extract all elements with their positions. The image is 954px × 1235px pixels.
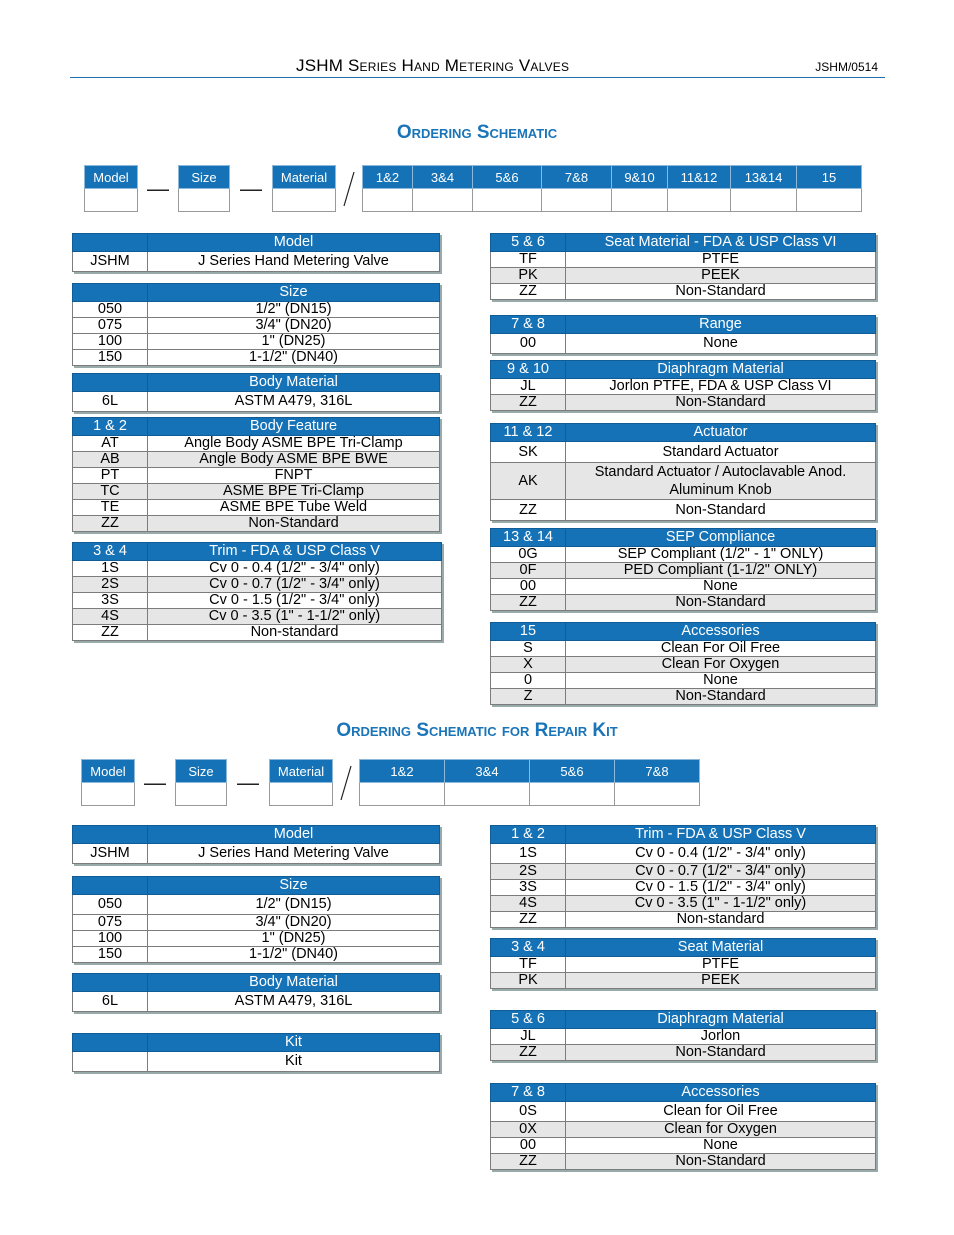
table-title: Body Feature bbox=[148, 418, 440, 436]
repair-kit-schematic-title: Ordering Schematic for Repair Kit bbox=[336, 720, 618, 741]
table-row bbox=[491, 442, 876, 463]
option-code: 00 bbox=[491, 334, 566, 354]
option-code: 0 bbox=[491, 673, 566, 689]
option-description: Clean for Oil Free bbox=[566, 1102, 876, 1122]
table-row bbox=[491, 334, 876, 354]
option-description: Cv 0 - 0.7 (1/2" - 3/4" only) bbox=[148, 577, 442, 593]
option-code: 3S bbox=[73, 593, 148, 609]
table-header-row bbox=[73, 284, 440, 302]
sep-compliance-table bbox=[490, 528, 876, 611]
option-description: Non-Standard bbox=[566, 689, 876, 705]
option-code: ZZ bbox=[73, 516, 148, 532]
ordering-schematic-title: Ordering Schematic bbox=[396, 122, 558, 143]
option-description: Cv 0 - 3.5 (1" - 1-1/2" only) bbox=[148, 609, 442, 625]
option-code: 2S bbox=[73, 577, 148, 593]
table-header-row bbox=[491, 1084, 876, 1102]
option-code: 2S bbox=[491, 864, 566, 880]
option-code: JL bbox=[491, 379, 566, 395]
option-code: TC bbox=[73, 484, 148, 500]
code-column-header bbox=[73, 877, 148, 895]
option-description: Non-standard bbox=[566, 912, 876, 928]
kit-size-table bbox=[72, 876, 440, 963]
option-code: AB bbox=[73, 452, 148, 468]
option-code: TF bbox=[491, 252, 566, 268]
table-title: Body Material bbox=[148, 974, 440, 992]
option-description: ASTM A479, 316L bbox=[148, 992, 440, 1012]
table-row bbox=[73, 625, 442, 641]
option-code: PT bbox=[73, 468, 148, 484]
table-header-row bbox=[491, 1011, 876, 1029]
table-header-row bbox=[73, 374, 440, 392]
strip-label: Model bbox=[82, 760, 135, 783]
table-header-row bbox=[491, 623, 876, 641]
option-description: None bbox=[566, 334, 876, 354]
seat-material-table bbox=[490, 233, 876, 300]
code-column-header bbox=[73, 374, 148, 392]
option-description: None bbox=[566, 673, 876, 689]
option-code: S bbox=[491, 641, 566, 657]
option-description: None bbox=[566, 1138, 876, 1154]
strip-slash bbox=[336, 166, 363, 212]
table-title: Size bbox=[148, 877, 440, 895]
strip-slash bbox=[333, 760, 360, 806]
code-column-header: 5 & 6 bbox=[491, 1011, 566, 1029]
table-row bbox=[491, 1102, 876, 1122]
option-description: Clean For Oil Free bbox=[566, 641, 876, 657]
table-row bbox=[73, 392, 440, 412]
strip-cell bbox=[731, 189, 797, 212]
table-row bbox=[491, 1045, 876, 1061]
code-column-header: 3 & 4 bbox=[491, 939, 566, 957]
size-table bbox=[72, 283, 440, 366]
option-description: FNPT bbox=[148, 468, 440, 484]
code-column-header: 13 & 14 bbox=[491, 529, 566, 547]
option-code: 075 bbox=[73, 318, 148, 334]
page-header-title: JSHM Series Hand Metering Valves bbox=[296, 56, 570, 75]
option-description: 1/2" (DN15) bbox=[148, 302, 440, 318]
table-row bbox=[73, 577, 442, 593]
table-header-row bbox=[491, 316, 876, 334]
option-description: Angle Body ASME BPE Tri-Clamp bbox=[148, 436, 440, 452]
table-row bbox=[491, 463, 876, 500]
option-code: 00 bbox=[491, 1138, 566, 1154]
strip-label: 3&4 bbox=[445, 760, 530, 783]
option-code: TF bbox=[491, 957, 566, 973]
table-row bbox=[491, 395, 876, 411]
code-column-header: 1 & 2 bbox=[491, 826, 566, 844]
option-code: 150 bbox=[73, 947, 148, 963]
table-header-row bbox=[73, 974, 440, 992]
strip-label: 13&14 bbox=[731, 166, 797, 189]
option-description: Non-Standard bbox=[566, 284, 876, 300]
header-rule bbox=[70, 77, 885, 78]
strip-label: 5&6 bbox=[530, 760, 615, 783]
strip-cell bbox=[363, 189, 413, 212]
option-description: Non-Standard bbox=[566, 395, 876, 411]
table-row bbox=[73, 436, 440, 452]
option-code: ZZ bbox=[491, 284, 566, 300]
table-row bbox=[491, 912, 876, 928]
table-row bbox=[73, 561, 442, 577]
table-title: SEP Compliance bbox=[566, 529, 876, 547]
option-code: 1S bbox=[73, 561, 148, 577]
code-column-header: 11 & 12 bbox=[491, 424, 566, 442]
table-header-row bbox=[73, 1034, 440, 1052]
table-row bbox=[73, 992, 440, 1012]
table-header-row bbox=[491, 826, 876, 844]
strip-label: 1&2 bbox=[363, 166, 413, 189]
table-row bbox=[491, 1138, 876, 1154]
option-code: ZZ bbox=[491, 500, 566, 521]
option-description: Jorlon bbox=[566, 1029, 876, 1045]
strip-cell bbox=[82, 783, 135, 806]
table-row bbox=[73, 895, 440, 915]
option-description: Standard Actuator bbox=[566, 442, 876, 463]
table-row bbox=[491, 973, 876, 989]
code-column-header bbox=[73, 974, 148, 992]
strip-cell bbox=[176, 783, 227, 806]
option-code: TE bbox=[73, 500, 148, 516]
document-code: JSHM/0514 bbox=[815, 60, 878, 74]
table-row bbox=[73, 500, 440, 516]
strip-cell bbox=[797, 189, 862, 212]
table-row bbox=[491, 844, 876, 864]
kit-accessories-table bbox=[490, 1083, 876, 1170]
strip-cell bbox=[445, 783, 530, 806]
table-row bbox=[491, 500, 876, 521]
strip-label: 11&12 bbox=[668, 166, 731, 189]
option-description: 1-1/2" (DN40) bbox=[148, 947, 440, 963]
strip-label: Model bbox=[85, 166, 138, 189]
option-code: SK bbox=[491, 442, 566, 463]
option-code: 0X bbox=[491, 1122, 566, 1138]
strip-cell bbox=[530, 783, 615, 806]
option-code: AK bbox=[491, 463, 566, 500]
table-row bbox=[491, 563, 876, 579]
table-header-row bbox=[491, 939, 876, 957]
table-title: Body Material bbox=[148, 374, 440, 392]
table-row bbox=[73, 1052, 440, 1072]
table-header-row bbox=[73, 418, 440, 436]
option-description: ASME BPE Tri-Clamp bbox=[148, 484, 440, 500]
table-row bbox=[73, 334, 440, 350]
option-description: PEEK bbox=[566, 973, 876, 989]
option-code: JL bbox=[491, 1029, 566, 1045]
option-description: Jorlon PTFE, FDA & USP Class VI bbox=[566, 379, 876, 395]
option-description: SEP Compliant (1/2" - 1" ONLY) bbox=[566, 547, 876, 563]
table-row bbox=[73, 844, 440, 864]
code-column-header: 9 & 10 bbox=[491, 361, 566, 379]
option-description: Non-standard bbox=[148, 625, 442, 641]
range-table bbox=[490, 315, 876, 354]
table-row bbox=[491, 864, 876, 880]
code-column-header: 15 bbox=[491, 623, 566, 641]
table-row bbox=[73, 915, 440, 931]
table-title: Seat Material bbox=[566, 939, 876, 957]
option-description: 1" (DN25) bbox=[148, 931, 440, 947]
strip-cell bbox=[473, 189, 542, 212]
code-column-header: 7 & 8 bbox=[491, 316, 566, 334]
strip-cell bbox=[542, 189, 612, 212]
table-row bbox=[491, 896, 876, 912]
option-description: 3/4" (DN20) bbox=[148, 915, 440, 931]
diaphragm-material-table bbox=[490, 360, 876, 411]
table-row bbox=[491, 957, 876, 973]
code-column-header bbox=[73, 826, 148, 844]
trim-table bbox=[72, 542, 442, 641]
option-description: 1" (DN25) bbox=[148, 334, 440, 350]
strip-cell bbox=[413, 189, 473, 212]
kit-trim-table bbox=[490, 825, 876, 928]
strip-label: Material bbox=[270, 760, 333, 783]
option-description: 1/2" (DN15) bbox=[148, 895, 440, 915]
table-row bbox=[491, 880, 876, 896]
table-row bbox=[491, 657, 876, 673]
option-code: X bbox=[491, 657, 566, 673]
option-code: 3S bbox=[491, 880, 566, 896]
option-code: 6L bbox=[73, 992, 148, 1012]
table-row bbox=[491, 641, 876, 657]
table-header-row bbox=[73, 543, 442, 561]
option-description: ASTM A479, 316L bbox=[148, 392, 440, 412]
strip-label: 15 bbox=[797, 166, 862, 189]
table-row bbox=[491, 1154, 876, 1170]
table-row bbox=[73, 516, 440, 532]
option-code: AT bbox=[73, 436, 148, 452]
option-description: None bbox=[566, 579, 876, 595]
option-description: J Series Hand Metering Valve bbox=[148, 844, 440, 864]
option-description: Non-Standard bbox=[566, 1154, 876, 1170]
repair-kit-schematic-strip bbox=[81, 759, 700, 806]
code-column-header bbox=[73, 1034, 148, 1052]
option-description: Non-Standard bbox=[566, 595, 876, 611]
option-code: ZZ bbox=[491, 595, 566, 611]
option-code: 4S bbox=[491, 896, 566, 912]
table-header-row bbox=[73, 234, 440, 252]
option-description: Cv 0 - 0.4 (1/2" - 3/4" only) bbox=[148, 561, 442, 577]
strip-cell bbox=[85, 189, 138, 212]
option-code: 0G bbox=[491, 547, 566, 563]
table-row bbox=[491, 579, 876, 595]
table-header-row bbox=[491, 529, 876, 547]
strip-dash: — bbox=[138, 166, 179, 212]
table-title: Size bbox=[148, 284, 440, 302]
code-column-header bbox=[73, 284, 148, 302]
strip-dash: — bbox=[135, 760, 176, 806]
option-description: Cv 0 - 0.4 (1/2" - 3/4" only) bbox=[566, 844, 876, 864]
option-code: JSHM bbox=[73, 252, 148, 272]
table-row bbox=[491, 595, 876, 611]
table-row bbox=[73, 302, 440, 318]
option-description: PED Compliant (1-1/2" ONLY) bbox=[566, 563, 876, 579]
strip-cell bbox=[270, 783, 333, 806]
option-description: PTFE bbox=[566, 252, 876, 268]
strip-label: 7&8 bbox=[615, 760, 700, 783]
option-code: 150 bbox=[73, 350, 148, 366]
code-column-header: 3 & 4 bbox=[73, 543, 148, 561]
strip-dash: — bbox=[227, 760, 270, 806]
table-title: Trim - FDA & USP Class V bbox=[148, 543, 442, 561]
strip-label: Material bbox=[273, 166, 336, 189]
table-row bbox=[73, 931, 440, 947]
table-row bbox=[491, 689, 876, 705]
actuator-table bbox=[490, 423, 876, 521]
option-code: ZZ bbox=[491, 1045, 566, 1061]
option-code: ZZ bbox=[491, 1154, 566, 1170]
table-row bbox=[73, 252, 440, 272]
table-row bbox=[491, 268, 876, 284]
table-header-row bbox=[491, 234, 876, 252]
table-title: Range bbox=[566, 316, 876, 334]
table-title: Trim - FDA & USP Class V bbox=[566, 826, 876, 844]
kit-body-material-table bbox=[72, 973, 440, 1012]
strip-cell bbox=[612, 189, 668, 212]
option-description: 3/4" (DN20) bbox=[148, 318, 440, 334]
strip-cell bbox=[360, 783, 445, 806]
table-row bbox=[491, 1122, 876, 1138]
option-description: Standard Actuator / Autoclavable Anod. Aluminum Knob bbox=[566, 463, 876, 500]
option-code: 4S bbox=[73, 609, 148, 625]
option-code: PK bbox=[491, 268, 566, 284]
kit-table bbox=[72, 1033, 440, 1072]
option-description: Kit bbox=[148, 1052, 440, 1072]
option-code: PK bbox=[491, 973, 566, 989]
kit-model-table bbox=[72, 825, 440, 864]
option-description: J Series Hand Metering Valve bbox=[148, 252, 440, 272]
strip-label: 3&4 bbox=[413, 166, 473, 189]
strip-dash: — bbox=[230, 166, 273, 212]
table-row bbox=[73, 609, 442, 625]
kit-seat-material-table bbox=[490, 938, 876, 989]
table-title: Model bbox=[148, 234, 440, 252]
option-description: 1-1/2" (DN40) bbox=[148, 350, 440, 366]
table-row bbox=[73, 593, 442, 609]
model-table bbox=[72, 233, 440, 272]
table-row bbox=[73, 452, 440, 468]
table-row bbox=[73, 947, 440, 963]
option-code: 6L bbox=[73, 392, 148, 412]
option-code: 050 bbox=[73, 302, 148, 318]
option-code: 100 bbox=[73, 931, 148, 947]
option-code: 100 bbox=[73, 334, 148, 350]
table-title: Accessories bbox=[566, 623, 876, 641]
option-code bbox=[73, 1052, 148, 1072]
table-row bbox=[73, 350, 440, 366]
table-header-row bbox=[73, 826, 440, 844]
option-code: Z bbox=[491, 689, 566, 705]
strip-label: Size bbox=[176, 760, 227, 783]
option-description: Cv 0 - 3.5 (1" - 1-1/2" only) bbox=[566, 896, 876, 912]
option-code: ZZ bbox=[491, 912, 566, 928]
table-title: Model bbox=[148, 826, 440, 844]
strip-cell bbox=[615, 783, 700, 806]
accessories-table bbox=[490, 622, 876, 705]
table-header-row bbox=[491, 424, 876, 442]
option-code: 0S bbox=[491, 1102, 566, 1122]
option-code: ZZ bbox=[491, 395, 566, 411]
option-code: 1S bbox=[491, 844, 566, 864]
table-row bbox=[491, 379, 876, 395]
table-title: Diaphragm Material bbox=[566, 1011, 876, 1029]
strip-cell bbox=[179, 189, 230, 212]
option-description: Clean For Oxygen bbox=[566, 657, 876, 673]
body-material-table bbox=[72, 373, 440, 412]
option-code: ZZ bbox=[73, 625, 148, 641]
option-description: Cv 0 - 1.5 (1/2" - 3/4" only) bbox=[148, 593, 442, 609]
option-description: PTFE bbox=[566, 957, 876, 973]
strip-label: Size bbox=[179, 166, 230, 189]
option-description: Non-Standard bbox=[148, 516, 440, 532]
body-feature-table bbox=[72, 417, 440, 532]
table-title: Diaphragm Material bbox=[566, 361, 876, 379]
code-column-header: 5 & 6 bbox=[491, 234, 566, 252]
table-row bbox=[491, 1029, 876, 1045]
option-description: Clean for Oxygen bbox=[566, 1122, 876, 1138]
strip-label: 5&6 bbox=[473, 166, 542, 189]
strip-label: 9&10 bbox=[612, 166, 668, 189]
option-description: Non-Standard bbox=[566, 1045, 876, 1061]
option-code: 050 bbox=[73, 895, 148, 915]
option-description: Cv 0 - 1.5 (1/2" - 3/4" only) bbox=[566, 880, 876, 896]
code-column-header: 7 & 8 bbox=[491, 1084, 566, 1102]
table-title: Seat Material - FDA & USP Class VI bbox=[566, 234, 876, 252]
option-description: Non-Standard bbox=[566, 500, 876, 521]
code-column-header: 1 & 2 bbox=[73, 418, 148, 436]
option-description: Angle Body ASME BPE BWE bbox=[148, 452, 440, 468]
option-code: 00 bbox=[491, 579, 566, 595]
table-row bbox=[491, 547, 876, 563]
strip-cell bbox=[668, 189, 731, 212]
table-row bbox=[73, 468, 440, 484]
kit-diaphragm-material-table bbox=[490, 1010, 876, 1061]
table-title: Actuator bbox=[566, 424, 876, 442]
table-row bbox=[491, 673, 876, 689]
option-code: JSHM bbox=[73, 844, 148, 864]
option-description: Cv 0 - 0.7 (1/2" - 3/4" only) bbox=[566, 864, 876, 880]
code-column-header bbox=[73, 234, 148, 252]
option-description: PEEK bbox=[566, 268, 876, 284]
table-title: Kit bbox=[148, 1034, 440, 1052]
strip-label: 7&8 bbox=[542, 166, 612, 189]
table-row bbox=[491, 284, 876, 300]
table-row bbox=[73, 484, 440, 500]
option-code: 075 bbox=[73, 915, 148, 931]
table-row bbox=[73, 318, 440, 334]
table-header-row bbox=[73, 877, 440, 895]
strip-label: 1&2 bbox=[360, 760, 445, 783]
option-code: 0F bbox=[491, 563, 566, 579]
table-title: Accessories bbox=[566, 1084, 876, 1102]
ordering-schematic-strip bbox=[84, 165, 862, 212]
table-row bbox=[491, 252, 876, 268]
option-description: ASME BPE Tube Weld bbox=[148, 500, 440, 516]
strip-cell bbox=[273, 189, 336, 212]
table-header-row bbox=[491, 361, 876, 379]
